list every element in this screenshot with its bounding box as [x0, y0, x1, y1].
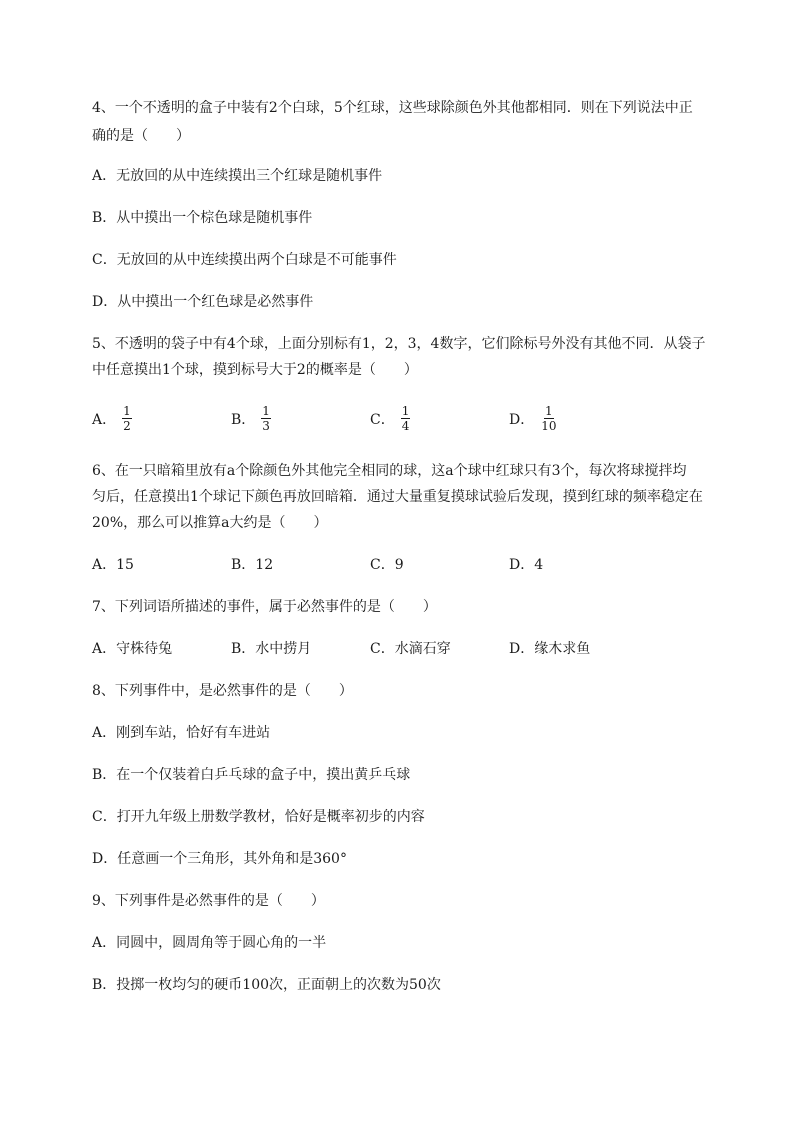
q5-option-d-fraction [540, 404, 557, 433]
q9-stem-line1: 9、下列事件是必然事件的是（ ） [92, 893, 325, 909]
fraction-numerator: 1 [545, 404, 553, 418]
q6-option-d: D．4 [509, 557, 544, 573]
q5-stem-line2: 中任意摸出1个球，摸到标号大于2的概率是（ ） [92, 362, 418, 378]
q8-option-d: D．任意画一个三角形，其外角和是360° [92, 851, 347, 867]
q4-option-d: D．从中摸出一个红色球是必然事件 [92, 294, 314, 310]
q8-stem-line1: 8、下列事件中，是必然事件的是（ ） [92, 683, 353, 699]
q9-option-b: B．投掷一枚均匀的硬币100次，正面朝上的次数为50次 [92, 977, 441, 993]
q6-option-c: C．9 [370, 557, 404, 573]
q9-option-a: A．同圆中，圆周角等于圆心角的一半 [92, 935, 327, 951]
q7-option-b: B．水中捞月 [231, 641, 312, 657]
fraction-numerator: 1 [123, 404, 131, 418]
q4-option-a: A．无放回的从中连续摸出三个红球是随机事件 [92, 168, 383, 184]
q5-option-c-fraction [401, 404, 411, 433]
q5-option-a [92, 404, 132, 433]
q8-option-a: A．刚到车站，恰好有车进站 [92, 725, 271, 741]
fraction-denominator: 10 [541, 419, 557, 433]
q7-option-c: C．水滴石穿 [370, 641, 451, 657]
q6-option-b: B．12 [231, 557, 274, 573]
fraction-denominator: 4 [401, 419, 410, 433]
q8-option-c: C．打开九年级上册数学教材，恰好是概率初步的内容 [92, 809, 425, 825]
q5-option-b-fraction [261, 404, 271, 433]
q4-option-c: C．无放回的从中连续摸出两个白球是不可能事件 [92, 252, 397, 268]
q7-option-a: A．守株待兔 [92, 641, 173, 657]
q5-option-b-label: B． [231, 411, 256, 428]
q5-option-c [370, 404, 410, 433]
q6-option-a: A．15 [92, 557, 134, 573]
q7-stem-line1: 7、下列词语所描述的事件，属于必然事件的是（ ） [92, 599, 437, 615]
q8-option-b: B．在一个仅装着白乒乓球的盒子中，摸出黄乒乓球 [92, 767, 411, 783]
q5-option-a-fraction [122, 404, 132, 433]
q7-option-d: D．缘木求鱼 [509, 641, 591, 657]
fraction-numerator: 1 [262, 404, 270, 418]
q5-option-b [231, 404, 271, 433]
fraction-denominator: 2 [123, 419, 131, 433]
fraction-numerator: 1 [401, 404, 410, 418]
q4-option-b: B．从中摸出一个棕色球是随机事件 [92, 210, 313, 226]
q4-stem-line1: 4、一个不透明的盒子中装有2个白球，5个红球，这些球除颜色外其他都相同．则在下列说法中正 [92, 100, 693, 116]
fraction-denominator: 3 [262, 419, 270, 433]
q6-stem-line1: 6、在一只暗箱里放有a个除颜色外其他完全相同的球，这a个球中红球只有3个，每次将球搅拌均 [92, 463, 687, 479]
q5-option-d [509, 404, 558, 433]
q5-option-c-label: C． [370, 411, 395, 428]
q5-option-d-label: D． [509, 411, 535, 428]
q5-option-a-label: A． [92, 411, 117, 428]
q5-stem-line1: 5、不透明的袋子中有4个球，上面分别标有1，2，3，4数字，它们除标号外没有其他不同．从袋子 [92, 336, 706, 352]
q4-stem-line2: 确的是（ ） [92, 128, 190, 144]
q6-stem-line2: 匀后，任意摸出1个球记下颜色再放回暗箱．通过大量重复摸球试验后发现，摸到红球的频率稳定在 [92, 489, 703, 505]
q6-stem-line3: 20%，那么可以推算a大约是（ ） [92, 515, 328, 531]
